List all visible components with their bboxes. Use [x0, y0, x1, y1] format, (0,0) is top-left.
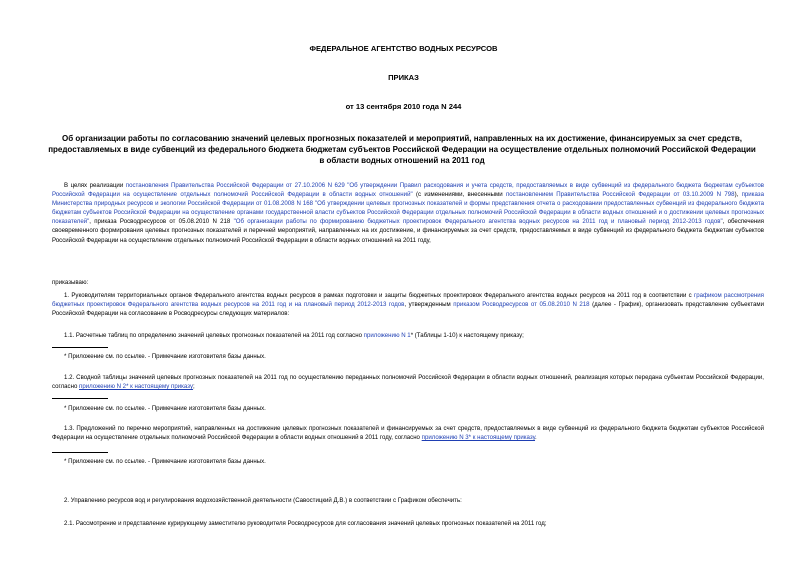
link-appendix-1[interactable]: приложению N 1: [363, 332, 411, 339]
document-type: ПРИКАЗ: [388, 73, 419, 82]
footnote-2: * Приложение см. по ссылке. - Примечание изготовителя базы данных.: [64, 405, 266, 412]
link-schedule[interactable]: графиком рассмотрения бюджетных проектировок Федерального агентства водных ресурсов на 2011 год и на плановый период 2012-2013 годов: [52, 292, 764, 309]
item-1-paragraph: 1. Руководителям территориальных органов Федерального агентства водных ресурсов в рамках подготовки и защиты бюджетных проектировок Федерального агентства водных ресурсов на 2011 год в соответствии с графиком рассмотрения бюджетных проектировок Федерального агентства водных ресурсов на 2011 год и на плановый период 2012-2013 годов, утвержденным приказом Росводресурсов от 05.08.2010 N 218 (далее - График), организовать представление субъектами Российской Федерации на согласование в Росводресурсы следующих материалов:: [52, 292, 764, 318]
footnote-3: * Приложение см. по ссылке. - Примечание изготовителя базы данных.: [64, 458, 266, 465]
link-appendix-2[interactable]: приложению N 2* к настоящему приказу: [79, 383, 194, 391]
document-title: Об организации работы по согласованию значений целевых прогнозных показателей и мероприятий, направленных на их достижение, финансируемых за счет средств, предоставляемых в виде субвенций из федерального бюджета бюджетам субъектов Российской Федерации на осуществление отдельных полномочий Российской Федерации в области водных отношений на 2011 год: [48, 134, 756, 165]
link-order-218[interactable]: приказом Росводресурсов от 05.08.2010 N 218: [453, 301, 590, 309]
order-word: приказываю:: [52, 279, 89, 286]
preamble-paragraph: В целях реализации постановления Правительства Российской Федерации от 27.10.2006 N 629 "Об утверждении Правил расходования и учета средств, предоставляемых в виде субвенций из федерального бюджета бюджетам субъектов Российской Федерации на осуществление отдельных полномочий Российской Федерации в области водных отношений" (с изменениями, внесенными постановлением Правительства Российской Федерации от 03.10.2009 N 798), приказа Министерства природных ресурсов и экологии Российской Федерации от 01.08.2008 N 168 "Об утверждении целевых прогнозных показателей и формы представления отчета о расходовании предоставленных субвенций из федерального бюджета бюджетам субъектов Российской Федерации на осуществление органами государственной власти субъектов Российской Федерации отдельных полномочий Российской Федерации в области водных отношений и о достижении целевых прогнозных показателей", приказа Росводресурсов от 05.08.2010 N 218 "Об организации работы по формированию бюджетных проектировок Федерального агентства водных ресурсов на 2011 год и плановый период 2012-2013 годов", обеспечения своевременного формирования целевых прогнозных показателей и перечней мероприятий, направленных на их достижение, и финансируемых за счет средств, предоставляемых в виде субвенций из федерального бюджета бюджетам субъектов Российской Федерации на осуществление отдельных полномочий Российской Федерации в области водных отношений на 2011 году,: [52, 182, 765, 244]
link-government-decree-798[interactable]: постановлением Правительства Российской Федерации от 03.10.2009 N 798: [505, 191, 735, 199]
footnote-1: * Приложение см. по ссылке. - Примечание изготовителя базы данных.: [64, 353, 266, 360]
footnote-divider: [52, 452, 108, 453]
agency-name: ФЕДЕРАЛЬНОЕ АГЕНТСТВО ВОДНЫХ РЕСУРСОВ: [309, 44, 498, 53]
footnote-divider: [52, 347, 108, 348]
item-1-2-paragraph: 1.2. Сводной таблицы значений целевых прогнозных показателей на 2011 год по осуществлению переданных полномочий Российской Федерации в области водных отношений, реализация которых передана субъектам Российской Федерации, согласно приложению N 2* к настоящему приказу;: [52, 374, 764, 391]
footnote-divider: [52, 398, 108, 399]
link-appendix-3[interactable]: приложению N 3* к настоящему приказу: [421, 434, 536, 442]
item-2-1-paragraph: 2.1. Рассмотрение и представление курирующему заместителю руководителя Росводресурсов для согласования значений целевых прогнозных показателей на 2011 год;: [64, 520, 547, 527]
link-ministry-order-168[interactable]: приказа Министерства природных ресурсов и экологии Российской Федерации от 01.08.2008 N 168 "Об утверждении целевых прогнозных показателей и формы представления отчета о расходовании предоставленных субвенций из федерального бюджета бюджетам субъектов Российской Федерации на осуществление органами государственной власти субъектов Российской Федерации отдельных полномочий Российской Федерации в области водных отношений и о достижении целевых прогнозных показателей": [52, 191, 764, 226]
link-government-decree-629[interactable]: постановления Правительства Российской Федерации от 27.10.2006 N 629 "Об утверждении Правил расходования и учета средств, предоставляемых в виде субвенций из федерального бюджета бюджетам субъектов Российской Федерации на осуществление отдельных полномочий Российской Федерации в области водных отношений": [52, 182, 765, 199]
item-2-paragraph: 2. Управлению ресурсов вод и регулирования водохозяйственной деятельности (Савостицкий Д.В.) в соответствии с Графиком обеспечить:: [64, 497, 462, 504]
document-date-number: от 13 сентября 2010 года N 244: [345, 102, 462, 111]
link-rosvodresursy-order-218[interactable]: "Об организации работы по формированию бюджетных проектировок Федерального агентства водных ресурсов на 2011 год и плановый период 2012-2013 годов": [233, 218, 723, 226]
item-1-3-paragraph: 1.3. Предложений по перечню мероприятий, направленных на достижение целевых прогнозных показателей и финансируемых за счет средств, предоставляемых в виде субвенций из федерального бюджета бюджетам субъектов Российской Федерации на осуществление отдельных полномочий Российской Федерации в области водных отношений в 2011 году, согласно приложению N 3* к настоящему приказу.: [52, 425, 764, 442]
item-1-1-paragraph: 1.1. Расчетные таблиц по определению значений целевых прогнозных показателей на 2011 год согласно приложению N 1* (Таблицы 1-10) к настоящему приказу;: [64, 332, 524, 339]
